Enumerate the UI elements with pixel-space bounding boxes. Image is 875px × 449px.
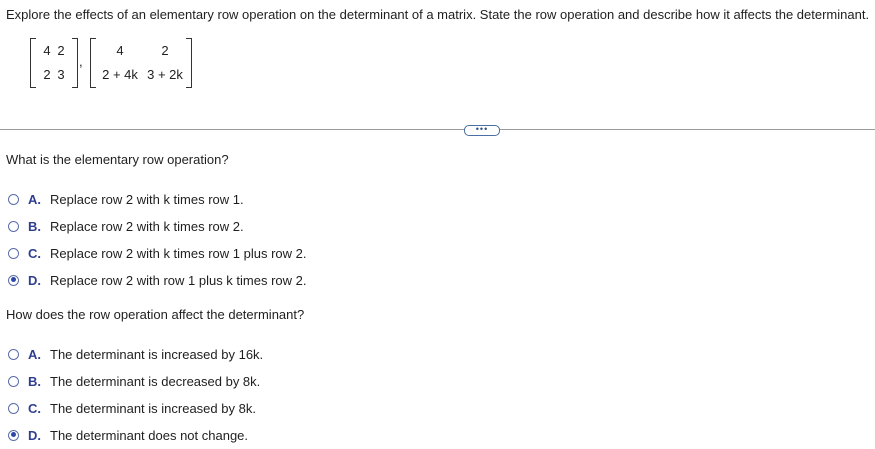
option-text: Replace row 2 with k times row 2. (50, 218, 244, 234)
q2-option-d[interactable] (8, 426, 248, 444)
question-1-text: What is the elementary row operation? (6, 152, 229, 167)
matrix-cell: 4 (43, 42, 51, 58)
radio-button-selected[interactable] (8, 430, 19, 441)
right-bracket (72, 38, 78, 88)
option-text: Replace row 2 with row 1 plus k times row 2. (50, 272, 307, 288)
option-letter: D. (28, 272, 41, 288)
q2-option-c[interactable] (8, 399, 256, 417)
matrix-cell: 2 + 4k (102, 66, 138, 82)
option-letter: A. (28, 191, 41, 207)
left-bracket (90, 38, 96, 88)
radio-button[interactable] (8, 376, 19, 387)
matrix-transformed (90, 38, 192, 88)
q1-option-c[interactable] (8, 244, 306, 262)
matrix-cell: 3 + 2k (147, 66, 183, 82)
right-bracket (186, 38, 192, 88)
option-text: The determinant is decreased by 8k. (50, 373, 261, 389)
matrix-separator: , (79, 54, 83, 69)
radio-button[interactable] (8, 221, 19, 232)
option-letter: C. (28, 245, 41, 261)
option-letter: C. (28, 400, 41, 416)
option-letter: A. (28, 346, 41, 362)
q2-option-b[interactable] (8, 372, 260, 390)
section-divider (0, 129, 875, 130)
radio-button[interactable] (8, 248, 19, 259)
matrix-cell: 2 (57, 42, 65, 58)
radio-button[interactable] (8, 403, 19, 414)
problem-statement: Explore the effects of an elementary row operation on the determinant of a matrix. State the row operation and describe how it affects the determinant. (6, 7, 870, 22)
matrix-cell: 3 (57, 66, 65, 82)
matrix-original (30, 38, 78, 88)
option-letter: D. (28, 427, 41, 443)
q1-option-a[interactable] (8, 190, 244, 208)
radio-button[interactable] (8, 349, 19, 360)
radio-button-selected[interactable] (8, 275, 19, 286)
option-letter: B. (28, 373, 41, 389)
option-text: Replace row 2 with k times row 1. (50, 191, 244, 207)
option-letter: B. (28, 218, 41, 234)
q1-option-b[interactable] (8, 217, 244, 235)
option-text: Replace row 2 with k times row 1 plus row 2. (50, 245, 307, 261)
q1-option-d[interactable] (8, 271, 306, 289)
option-text: The determinant is increased by 8k. (50, 400, 256, 416)
left-bracket (30, 38, 36, 88)
more-options-button[interactable]: ••• (464, 125, 500, 136)
matrix-cell: 2 (161, 42, 169, 58)
option-text: The determinant is increased by 16k. (50, 346, 264, 362)
radio-button[interactable] (8, 194, 19, 205)
matrix-cell: 2 (43, 66, 51, 82)
q2-option-a[interactable] (8, 345, 263, 363)
option-text: The determinant does not change. (50, 427, 249, 443)
question-2-text: How does the row operation affect the determinant? (6, 307, 305, 322)
matrix-cell: 4 (116, 42, 124, 58)
